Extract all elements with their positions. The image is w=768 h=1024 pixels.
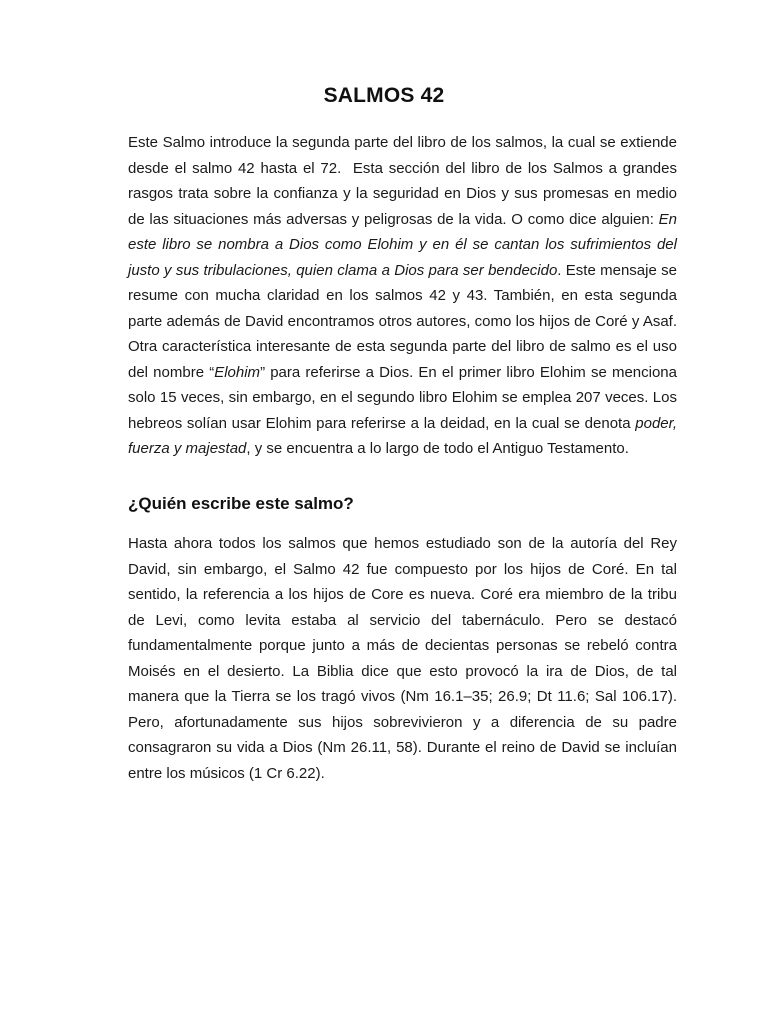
intro-quote: En este libro se nombra a Dios como Elohim y en él se cantan los sufrimientos del justo y sus tribulaciones, quien clama a Dios para ser bendecido [128,210,677,279]
intro-text-4: , y se encuentra a lo largo de todo el Antiguo Testamento. [246,440,629,457]
intro-text-1: Este Salmo introduce la segunda parte del libro de los salmos, la cual se extiende desde el salmo 42 hasta el 72. Esta sección del libro de los Salmos a grandes rasgos trata sobre la confianza y la seguridad en Dios y sus promesas en medio de las situaciones más adversas y peligrosas de la vida. O como dice alguien: [128,134,677,228]
divine-attributes: poder, fuerza y majestad [128,414,677,457]
document-title: SALMOS 42 [323,84,445,107]
authorship-paragraph: Hasta ahora todos los salmos que hemos estudiado son de la autoría del Rey David, sin embargo, el Salmo 42 fue compuesto por los hijos de Coré. En tal sentido, la referencia a los hijos de Core es nueva. Coré era miembro de la tribu de Levi, como levita estaba al servicio del tabernáculo. Pero se destacó fundamentalmente porque junto a más de decientas personas se rebeló contra Moisés en el desierto. La Biblia dice que esto provocó la ira de Dios, de tal manera que la Tierra se los tragó vivos (Nm 16.1–35; 26.9; Dt 11.6; Sal 106.17). Pero, afortunadamente sus hijos sobrevivieron y a diferencia de su padre consagraron su vida a Dios (Nm 26.11, 58). Durante el reino de David se incluían entre los músicos (1 Cr 6.22). [128,535,677,782]
intro-paragraph [128,130,677,462]
elohim-term: Elohim [214,363,261,381]
intro-text-3: ” para referirse a Dios. En el primer libro Elohim se menciona solo 15 veces, sin embargo, en el segundo libro Elohim se emplea 207 veces. Los hebreos solían usar Elohim para referirse a la deidad, en la cual se denota [128,363,677,432]
section-heading: ¿Quién escribe este salmo? [128,494,354,513]
intro-text-2: . Este mensaje se resume con mucha claridad en los salmos 42 y 43. También, en esta segunda parte además de David encontramos otros autores, como los hijos de Coré y Asaf. Otra característica interesante de esta segunda parte del libro de salmo es el uso del nombre “ [128,261,677,381]
